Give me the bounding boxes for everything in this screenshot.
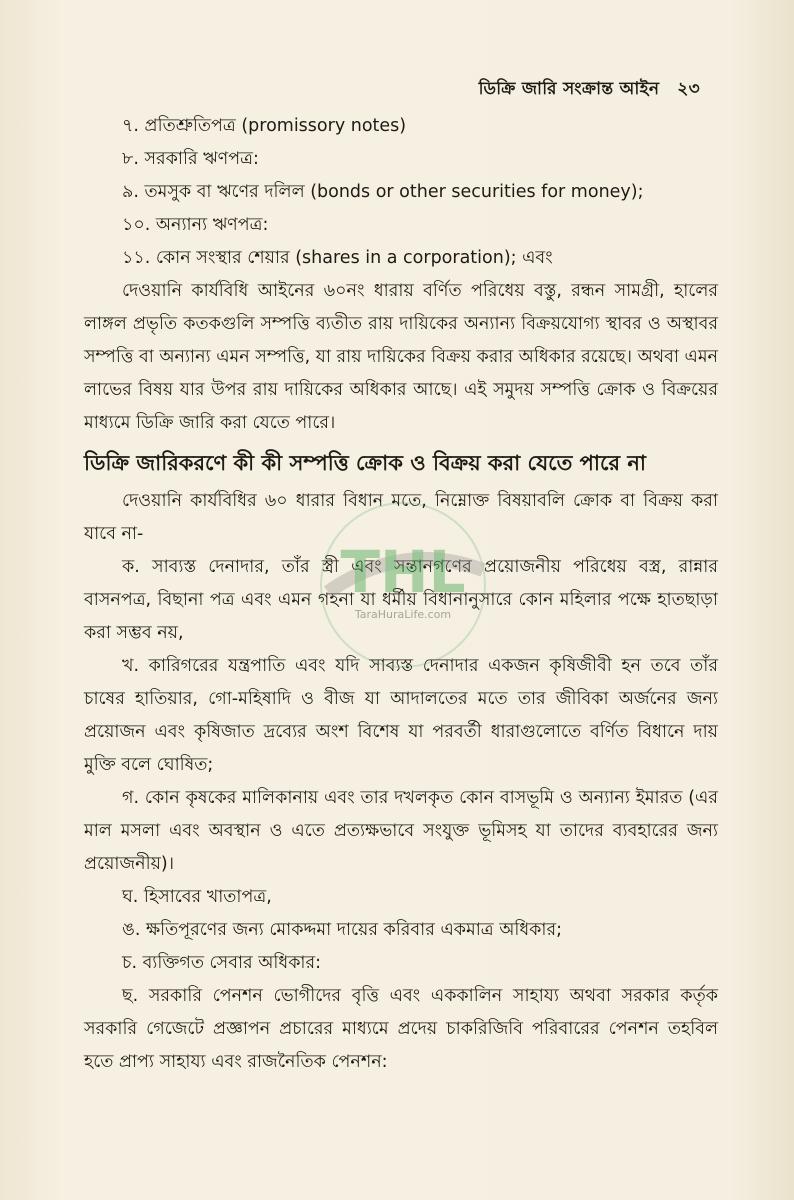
exempt-item: খ. কারিগরের যন্ত্রপাতি এবং যদি সাব্যস্ত দেনাদার একজন কৃষিজীবী হন তবে তাঁর চাষের হাতিয়ার, গো-মহিষাদি ও বীজ যা আদালতের মতে তার জীবিকা অর্জনের জন্য প্রয়োজন এবং কৃষিজাত দ্রব্যের অংশ বিশেষ যা পরবর্তী ধারাগুলোতে বর্ণিত বিধানে দায় মুক্তি বলে ঘোষিত; — [84, 656, 718, 775]
watermark-logo-text: THL — [340, 538, 466, 606]
list-item: ৭. প্রতিশ্রুতিপত্র (promissory notes) — [122, 116, 407, 136]
paragraph: দেওয়ানি কার্যবিধির ৬০ ধারার বিধান মতে, নিম্নোক্ত বিষয়াবলি ক্রোক বা বিক্রয় করা যাবে না- — [84, 491, 718, 544]
exempt-item: ছ. সরকারি পেনশন ভোগীদের বৃত্তি এবং এককালিন সাহায্য অথবা সরকার কর্তৃক সরকারি গেজেটে প্রজ্ঞাপন প্রচারের মাধ্যমে প্রদেয় চাকরিজিবি পরিবারের পেনশন তহবিল হতে প্রাপ্য সাহায্য এবং রাজনৈতিক পেনশন: — [84, 986, 718, 1072]
section-heading: ডিক্রি জারিকরণে কী কী সম্পত্তি ক্রোক ও বিক্রয় করা যেতে পারে না — [84, 451, 646, 475]
list-item: ১০. অন্যান্য ঋণপত্র: — [122, 215, 269, 235]
page-number: ২৩ — [677, 79, 700, 99]
list-item: ১১. কোন সংস্থার শেয়ার (shares in a corporation); এবং — [122, 248, 553, 268]
exempt-item: ক. সাব্যস্ত দেনাদার, তাঁর স্ত্রী এবং সন্তানগণের প্রয়োজনীয় পরিধেয় বস্ত্র, রান্নার বাসনপত্র, বিছানা পত্র এবং এমন গহনা যা ধর্মীয় বিধানানুসারে কোন মহিলার পক্ষে হাতছাড়া করা সম্ভব নয়, — [84, 557, 718, 643]
exempt-item: গ. কোন কৃষকের মালিকানায় এবং তার দখলকৃত কোন বাসভূমি ও অন্যান্য ইমারত (এর মাল মসলা এবং অবস্থান ও এতে প্রত্যক্ষভাবে সংযুক্ত ভূমিসহ যা তাদের ব্যবহারের জন্য প্রয়োজনীয়)। — [84, 788, 718, 874]
exempt-item: ঙ. ক্ষতিপূরণের জন্য মোকদ্দমা দায়ের করিবার একমাত্র অধিকার; — [122, 920, 563, 940]
header-title: ডিক্রি জারি সংক্রান্ত আইন — [478, 79, 660, 99]
page-body — [84, 110, 718, 1079]
list-item: ৮. সরকারি ঋণপত্র: — [122, 149, 259, 169]
running-header — [479, 76, 700, 104]
watermark-site-text: TaraHuraLife.com — [354, 608, 452, 621]
list-item: ৯. তমসুক বা ঋণের দলিল (bonds or other securities for money); — [122, 182, 644, 202]
exempt-item: চ. ব্যক্তিগত সেবার অধিকার: — [122, 953, 322, 973]
exempt-item: ঘ. হিসাবের খাতাপত্র, — [122, 887, 272, 907]
paragraph: দেওয়ানি কার্যবিধি আইনের ৬০নং ধারায় বর্ণিত পরিধেয় বস্তু, রন্ধন সামগ্রী, হালের লাঙ্গল প্রভৃতি কতকগুলি সম্পত্তি ব্যতীত রায় দায়িকের অন্যান্য বিক্রয়যোগ্য স্থাবর ও অস্থাবর সম্পত্তি বা অন্যান্য এমন সম্পত্তি, যা রায় দায়িকের বিক্রয় করার অধিকার রয়েছে। অথবা এমন লাভের বিষয় যার উপর রায় দায়িকের অধিকার আছে। এই সমুদয় সম্পত্তি ক্রোক ও বিক্রয়ের মাধ্যমে ডিক্রি জারি করা যেতে পারে। — [84, 281, 718, 433]
